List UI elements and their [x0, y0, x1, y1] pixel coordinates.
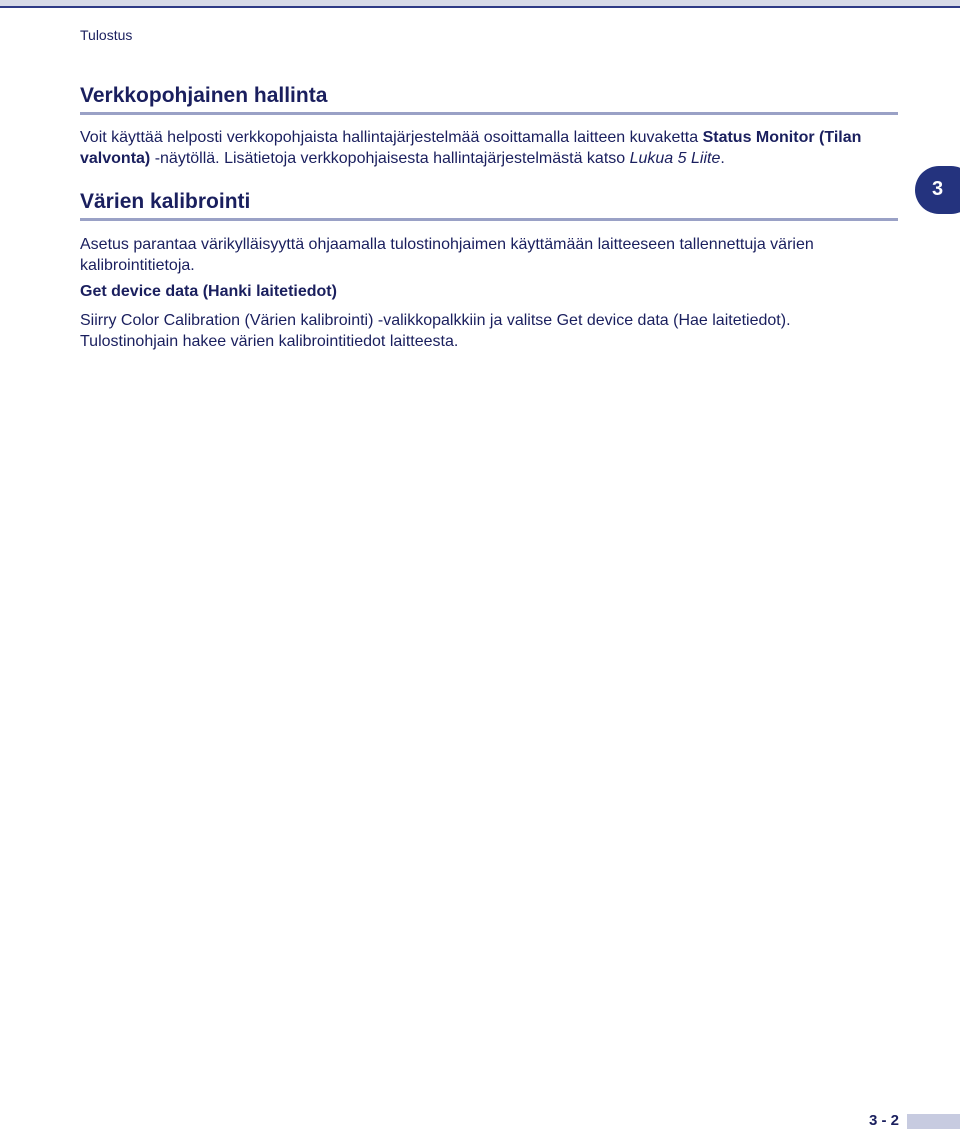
section-title-network-management: Verkkopohjainen hallinta: [80, 84, 328, 107]
paragraph-text: .: [720, 150, 725, 167]
color-calibration-paragraph: Asetus parantaa värikylläisyyttä ohjaamalla tulostinohjaimen käyttämään laitteeseen tallennettuja värien kalibrointitietoja.: [80, 236, 814, 274]
chapter-number: 3: [932, 178, 944, 200]
footer-bar: [907, 1114, 960, 1129]
paragraph-text: Voit käyttää helposti verkkopohjaista hallintajärjestelmää osoittamalla laitteen kuvaketta: [80, 129, 703, 146]
section-divider: [80, 112, 898, 115]
network-management-paragraph: [80, 127, 890, 169]
top-header-band: [0, 0, 960, 8]
running-header: Tulostus: [80, 27, 133, 43]
section-title-color-calibration: Värien kalibrointi: [80, 190, 251, 213]
page-number: 3 - 2: [869, 1112, 900, 1129]
get-device-data-paragraph: Siirry Color Calibration (Värien kalibrointi) -valikkopalkkiin ja valitse Get device data (Hae laitetiedot). Tulostinohjain hakee värien kalibrointitiedot laitteesta.: [80, 312, 791, 350]
appendix-reference: Lukua 5 Liite: [629, 150, 721, 167]
chapter-tab: [915, 166, 960, 214]
paragraph-text: -näytöllä. Lisätietoja verkkopohjaisesta hallintajärjestelmästä katso: [150, 150, 630, 167]
section-divider: [80, 218, 898, 221]
status-monitor-term: Status Monitor (Tilan valvonta): [80, 129, 862, 167]
subheading-get-device-data: Get device data (Hanki laitetiedot): [80, 283, 337, 300]
